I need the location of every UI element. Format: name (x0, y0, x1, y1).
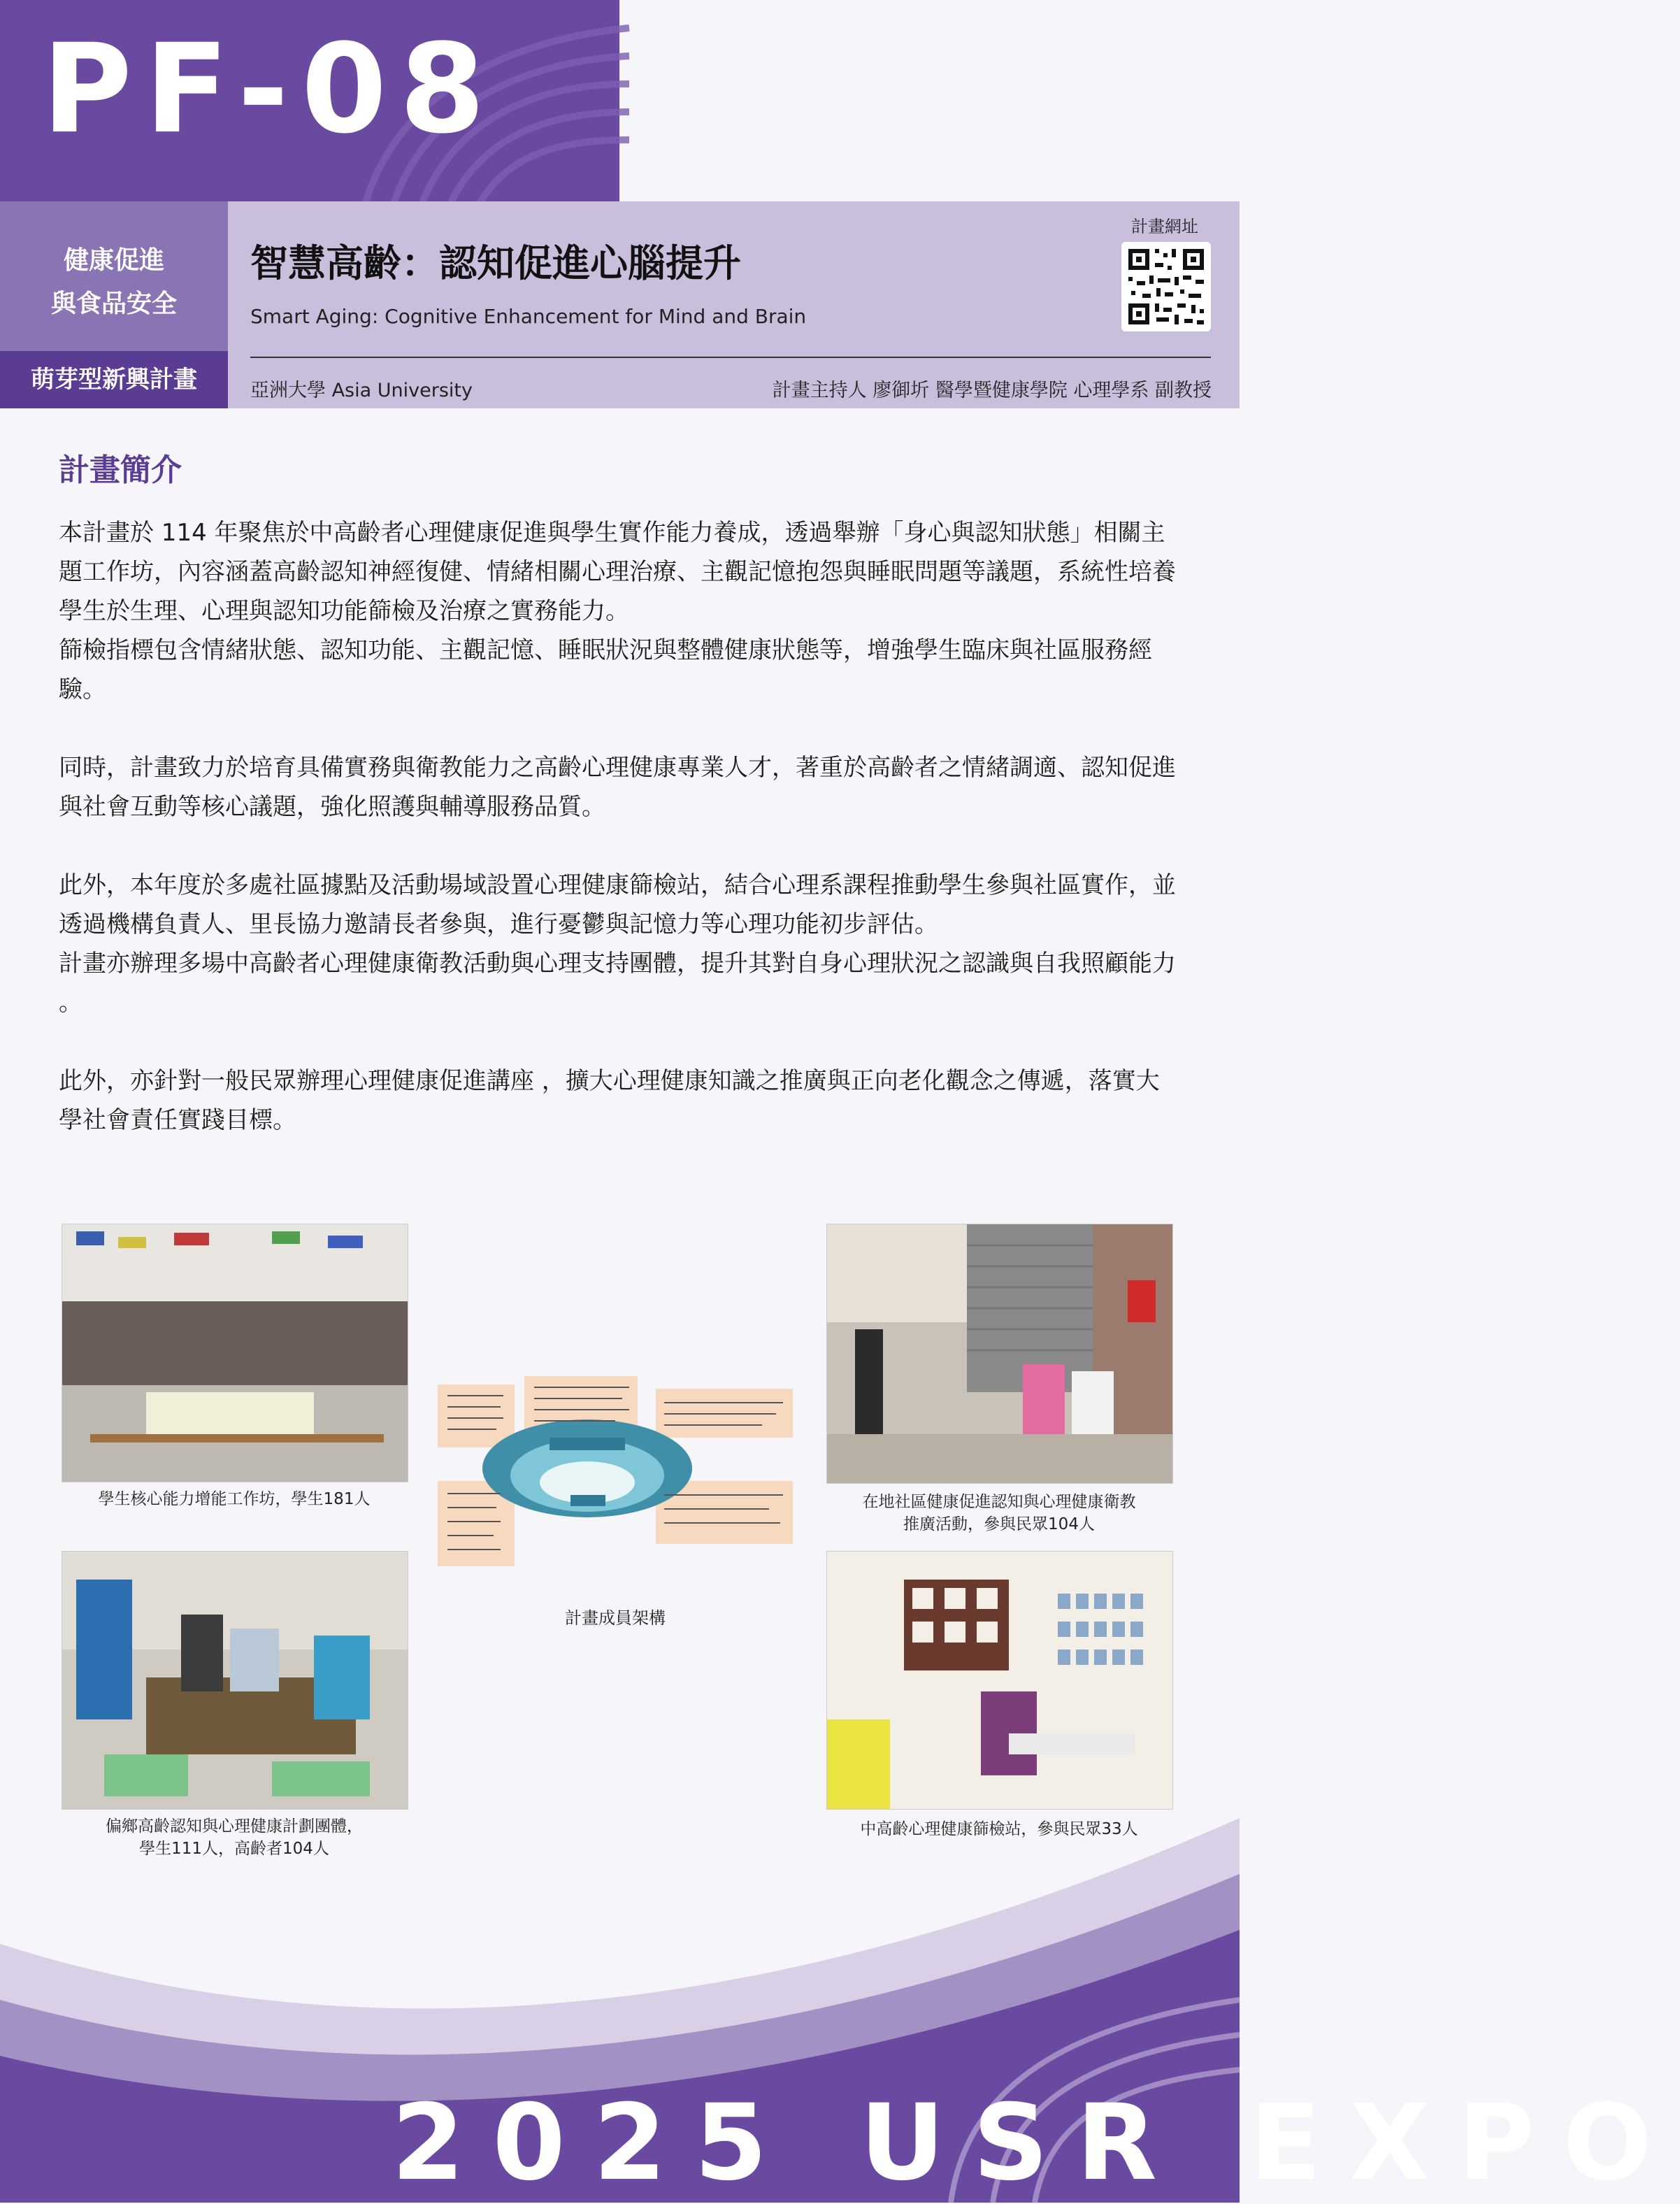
principal-investigator: 計畫主持人 廖御圻 醫學暨健康學院 心理學系 副教授 (772, 380, 1212, 401)
project-code: PF-08 (42, 17, 498, 161)
intro-heading: 計畫簡介 (59, 452, 182, 488)
project-type: 萌芽型新興計畫 (31, 366, 197, 394)
expo-title: 2025 USR EXPO (392, 2082, 1680, 2204)
intro-paragraph: 計畫亦辦理多場中高齡者心理健康衛教活動與心理支持團體，提升其對自身心理狀況之認識與自我照顧能力 。 (59, 950, 1176, 1017)
qr-code-icon[interactable] (1121, 242, 1211, 331)
title-zh: 智慧高齡：認知促進心腦提升 (250, 241, 741, 285)
intro-paragraph: 此外，本年度於多處社區據點及活動場域設置心理健康篩檢站，結合心理系課程推動學生參與社區實作，並透過機構負責人、里長協力邀請長者參與，進行憂鬱與記憶力等心理功能初步評估。 (59, 871, 1176, 938)
category-label: 健康促進 與食品安全 (50, 246, 177, 318)
intro-paragraph: 本計畫於 114 年聚焦於中高齡者心理健康促進與學生實作能力養成，透過舉辦「身心與認知狀態」相關主題工作坊，內容涵蓋高齡認知神經復健、情緒相關心理治療、主觀記憶抱怨與睡眠問題等議題，系統性培養學生於生理、心理與認知功能篩檢及治療之實務能力。 (59, 519, 1176, 625)
photo-caption: 偏鄉高齡認知與心理健康計劃團體， 學生111人，高齡者104人 (106, 1817, 363, 1858)
intro-paragraph: 此外，亦針對一般民眾辦理心理健康促進講座 ，擴大心理健康知識之推廣與正向老化觀念之傳遞，落實大學社會責任實踐目標。 (59, 1067, 1160, 1134)
diagram-caption: 計畫成員架構 (565, 1608, 666, 1628)
photo-community (826, 1224, 1173, 1484)
university: 亞洲大學 Asia University (250, 380, 473, 401)
photo-caption: 學生核心能力增能工作坊，學生181人 (98, 1490, 371, 1508)
title-en: Smart Aging: Cognitive Enhancement for Mind and Brain (250, 305, 807, 328)
intro-paragraph: 篩檢指標包含情緒狀態、認知功能、主觀記憶、睡眠狀況與整體健康狀態等，增強學生臨床與社區服務經驗。 (59, 636, 1152, 703)
photo-workshop (62, 1224, 408, 1482)
intro-paragraph: 同時，計畫致力於培育具備實務與衛教能力之高齡心理健康專業人才，著重於高齡者之情緒調適、認知促進與社會互動等核心議題，強化照護與輔導服務品質。 (59, 754, 1176, 821)
photo-caption: 在地社區健康促進認知與心理健康衛教 推廣活動，參與民眾104人 (862, 1493, 1136, 1533)
divider (250, 357, 1211, 358)
intro-body (59, 513, 1177, 1140)
team-structure-diagram (433, 1371, 797, 1573)
url-label: 計畫網址 (1131, 217, 1198, 236)
photo-caption: 中高齡心理健康篩檢站，參與民眾33人 (860, 1820, 1138, 1838)
